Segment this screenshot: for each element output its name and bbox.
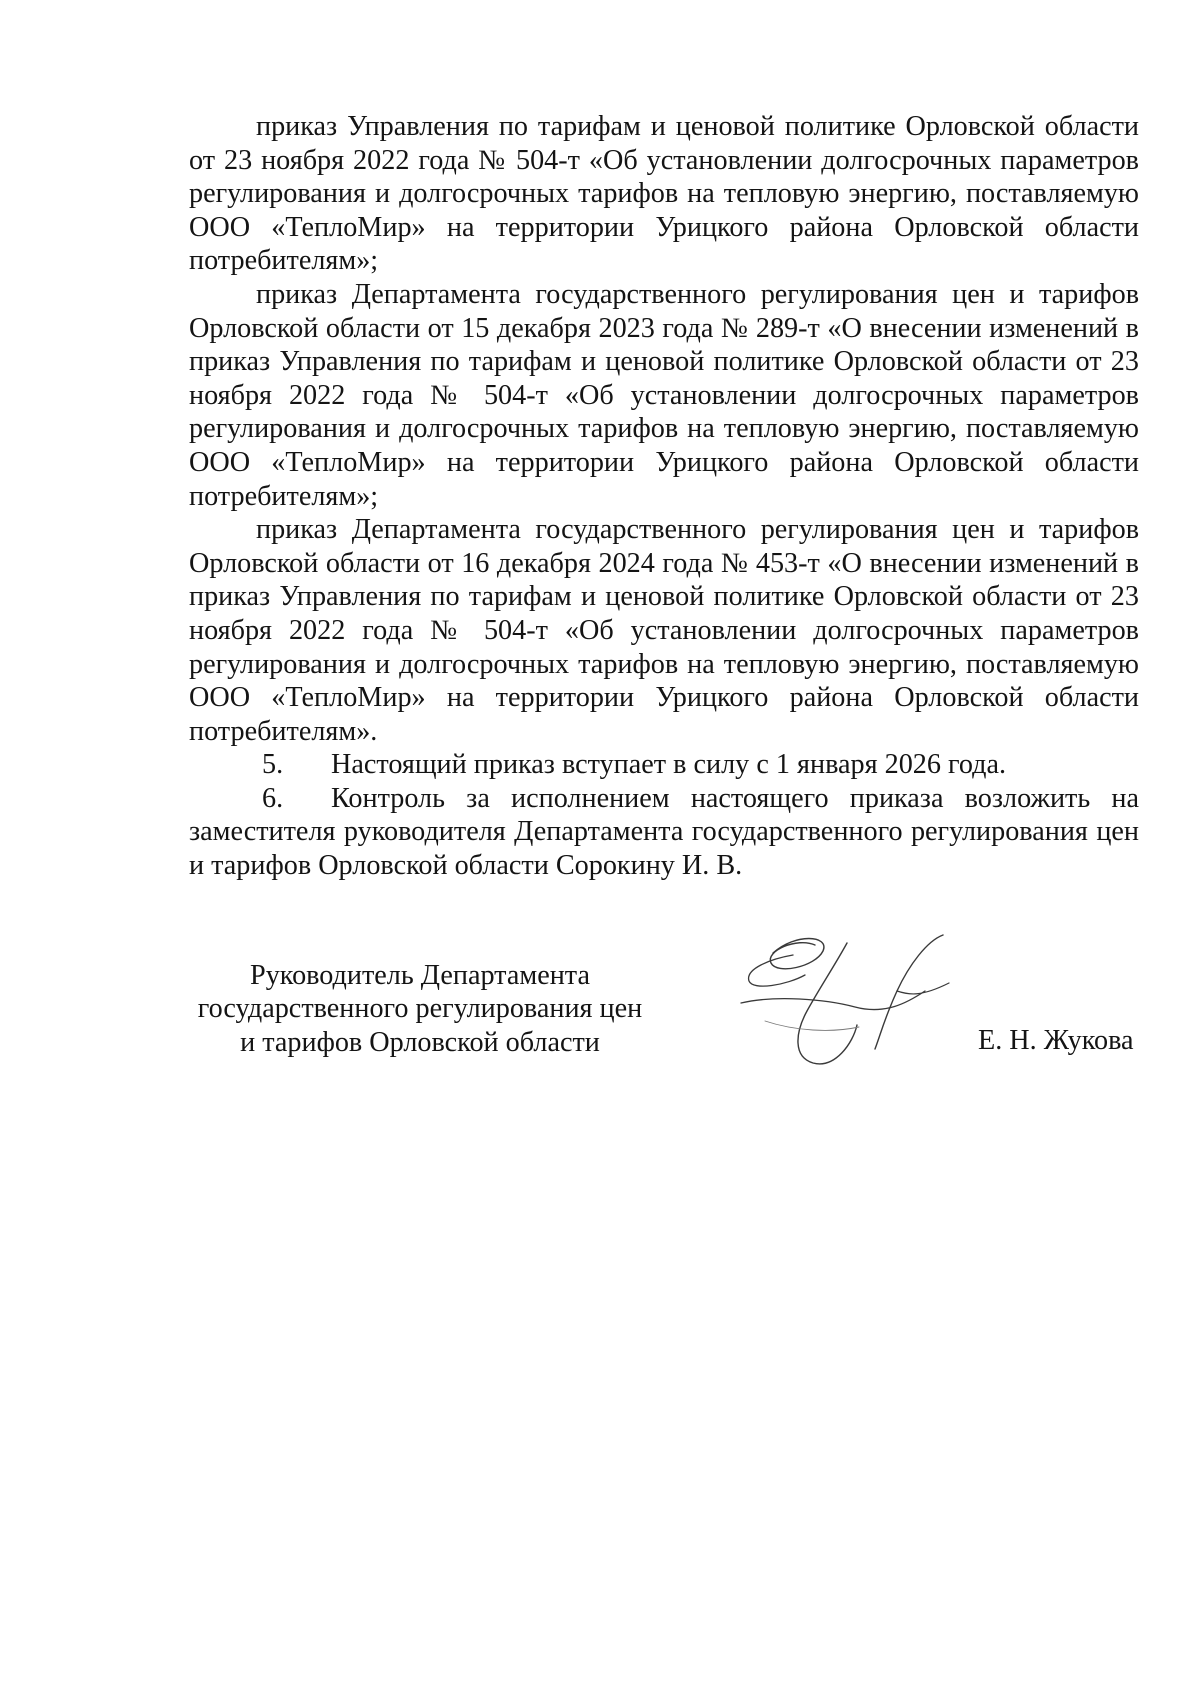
position-line: и тарифов Орловской области <box>240 1026 600 1058</box>
position-line: государственного регулирования цен <box>197 993 643 1025</box>
item-number: 5. <box>262 749 284 781</box>
numbered-item-5 <box>189 748 1139 782</box>
signer-name: Е. Н. Жукова <box>978 1025 1134 1056</box>
position-line: Руководитель Департамента <box>250 960 590 991</box>
paragraph-order-504: приказ Управления по тарифам и ценовой политике Орловской области от 23 ноября 2022 года № 504-т «Об установлении долгосрочных параметров регулирования и долгосрочных тарифов на тепловую энергию, поставляемую ООО «ТеплоМир» на территории Урицкого района Орловской области потребителям»; <box>189 111 1139 277</box>
signatory-position <box>185 959 655 1059</box>
item-number: 6. <box>262 782 284 814</box>
handwritten-signature <box>735 925 980 1080</box>
numbered-item-6 <box>189 782 1139 883</box>
paragraph-order-453: приказ Департамента государственного регулирования цен и тарифов Орловской области от 16 декабря 2024 года № 453-т «О внесении изменений в приказ Управления по тарифам и ценовой политике Орловской области от 23 ноября 2022 года № 504-т «Об установлении долгосрочных параметров регулирования и долгосрочных тарифов на тепловую энергию, поставляемую ООО «ТеплоМир» на территории Урицкого района Орловской области потребителям». <box>189 514 1139 747</box>
paragraph-order-289: приказ Департамента государственного регулирования цен и тарифов Орловской области от 15 декабря 2023 года № 289-т «О внесении изменений в приказ Управления по тарифам и ценовой политике Орловской области от 23 ноября 2022 года № 504-т «Об установлении долгосрочных параметров регулирования и долгосрочных тарифов на тепловую энергию, поставляемую ООО «ТеплоМир» на территории Урицкого района Орловской области потребителям»; <box>189 278 1139 512</box>
item-text: Контроль за исполнением настоящего приказа возложить на заместителя руководителя Департамента государственного регулирования цен и тарифов Орловской области Сорокину И. В. <box>189 782 1139 882</box>
document-body <box>189 110 1139 883</box>
item-text: Настоящий приказ вступает в силу с 1 января 2026 года. <box>331 749 1007 781</box>
